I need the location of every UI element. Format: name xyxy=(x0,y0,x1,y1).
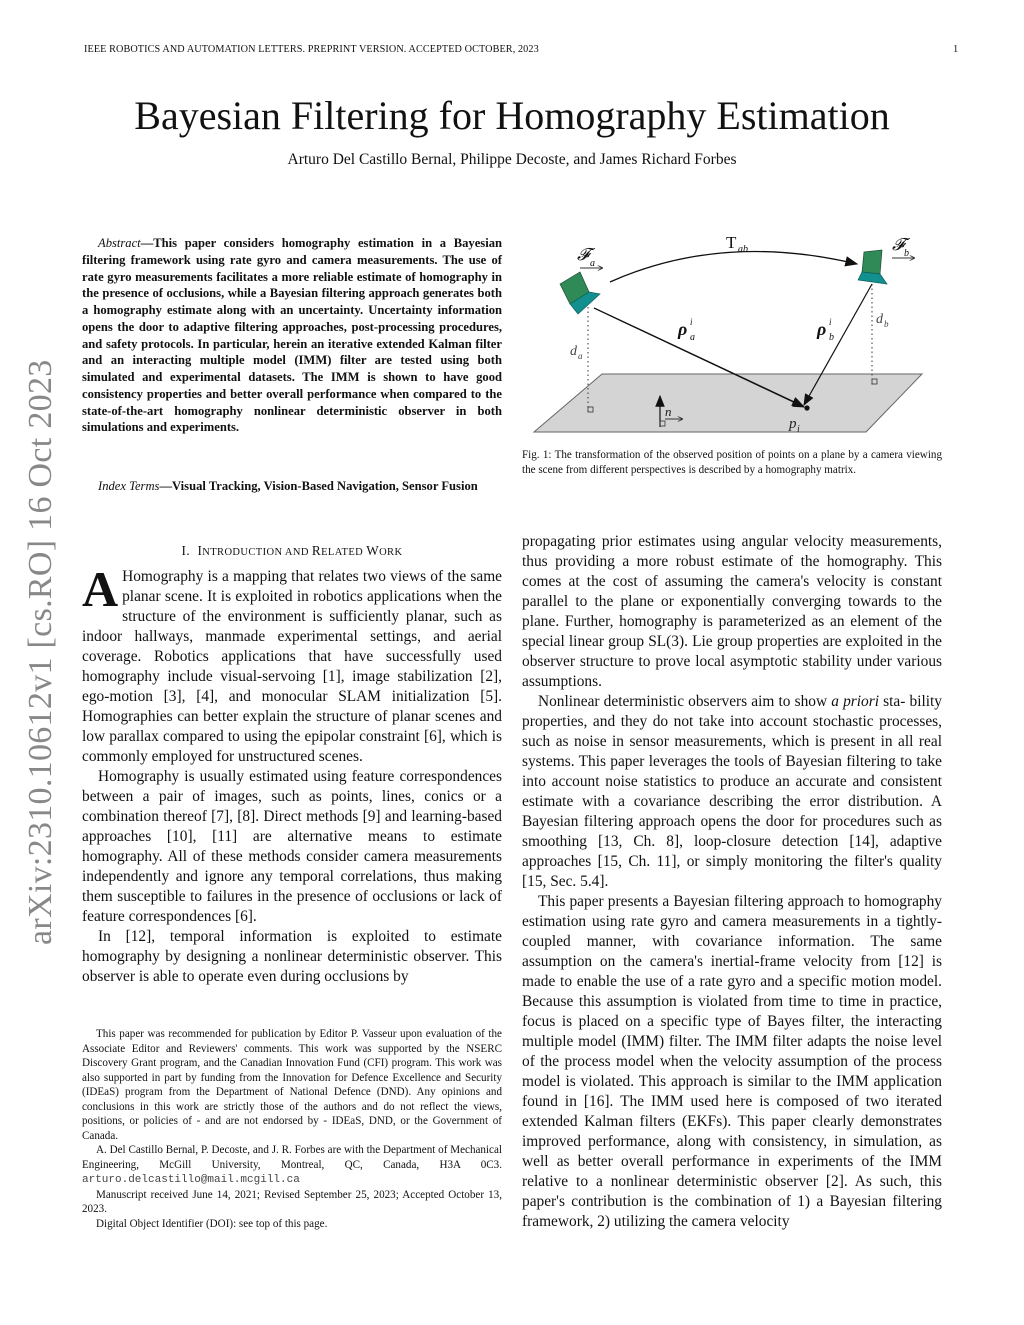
svg-text:d: d xyxy=(876,312,883,327)
abstract-label: Abstract xyxy=(98,236,141,250)
svg-text:ab: ab xyxy=(738,244,748,255)
svg-text:ρ: ρ xyxy=(678,319,688,339)
svg-text:b: b xyxy=(884,319,889,329)
paragraph: Nonlinear deterministic observers aim to show a priori sta- bility properties, and they do not take into account stochastic processes, such as noise in sensor measurements, which is present in all real systems. This paper leverages the tools of Bayesian filtering to take into account noise statistics to produce an accurate and consistent estimate with a covariance describing the error distribution. A Bayesian filtering approach opens the door for procedures such as smoothing [13, Ch. 8], loop-closure detection [14], adaptive approaches [15, Ch. 11], or simply monitoring the filter's quality [15, Sec. 5.4]. xyxy=(522,693,942,890)
drop-cap: A xyxy=(82,561,119,617)
index-terms xyxy=(82,478,502,495)
paragraph: Homography is usually estimated using feature correspondences between a pair of images, such as points, lines, conics or a combination thereof [7], [8]. Direct methods [9] and learning-based approaches [10], [11] are alternative means to estimate homography. All of these methods consider camera measurements independently and ignore any temporal correlations, thus making them susceptible to failures in the presence of occlusions or lack of feature correspondences [6]. xyxy=(82,768,502,925)
paragraph: A Homography is a mapping that relates two views of the same planar scene. It is exploited in robotics applications when the structure of the environment is sufficiently planar, such as indoor hallways, manmade experimental settings, and aerial coverage. Robotics applications that have successfully used homography include visual-servoing [1], image stabilization [2], ego-motion [3], [4], and monocular SLAM initialization [5]. Homographies can better explain the structure of planar scenes and low parallax compared to using the epipolar constraint [6], which is commonly employed for unstructured scenes. xyxy=(82,561,502,765)
footnote-doi: Digital Object Identifier (DOI): see top of this page. xyxy=(96,1217,328,1230)
camera-a-icon xyxy=(560,272,600,314)
section-heading-introduction: I. INTRODUCTION AND RELATED WORK xyxy=(181,543,403,558)
footnote-funding: This paper was recommended for publication by Editor P. Vasseur upon evaluation of the Associate Editor and Reviewers' comments. This work was supported by the NSERC Discovery Grant program, and the Canadian Innovation Fund (CFI) program. This work was also supported in part by funding from the Innovation for Defence Excellence and Security (IDEaS) program from the Department of National Defence (DND). Any opinions and conclusions in this work are strictly those of the authors and do not reflect the views, positions, or policies of - and are not endorsed by - IDEaS, DND, or the Government of Canada. xyxy=(82,1028,502,1142)
index-terms-label: Index Terms xyxy=(98,479,160,493)
svg-text:p: p xyxy=(789,416,797,432)
abstract xyxy=(82,235,502,436)
introduction-body xyxy=(82,561,502,987)
paragraph: propagating prior estimates using angular velocity measurements, thus providing a more robust estimate of the homography. This comes at the cost of assuming the camera's velocity is constant parallel to the plane or exponentially converging towards to the plane. Further, homography is parameterized as an element of the special linear group SL(3). Lie group properties are exploited in the observer structure to prove local asymptotic stability under various assumptions. xyxy=(522,533,942,690)
svg-text:T: T xyxy=(726,233,737,252)
paper-title: Bayesian Filtering for Homography Estimation xyxy=(134,93,890,138)
svg-text:d: d xyxy=(570,344,577,359)
figure-1-caption: Fig. 1: The transformation of the observed position of points on a plane by a camera viewing the scene from different perspectives is described by a homography matrix. xyxy=(522,449,942,476)
camera-b-icon xyxy=(858,250,887,284)
running-head: IEEE ROBOTICS AND AUTOMATION LETTERS. PREPRINT VERSION. ACCEPTED OCTOBER, 2023 xyxy=(84,44,539,55)
paragraph: This paper presents a Bayesian filtering approach to homography estimation using rate gyro and camera measurements in a tightly-coupled manner, with covariance information. The same assumption on the camera's inertial-frame velocity from [12] is made to enable the use of a rate gyro and a specific motion model. Because this assumption is violated from time to time in practice, focus is placed on a specific type of Bayes filter, the interacting multiple model (IMM) filter. The IMM filter adapts the noise level of the process model when the velocity assumption of the process model is violated. This approach is similar to the IMM application found in [16]. The IMM used here is composed of two iterated extended Kalman filters (EKFs). This paper clearly demonstrates improved performance, along with consistency, in simulation, as well as better overall performance in experiments of the IMM relative to a nonlinear deterministic observer [2]. As such, this paper's contribution is the combination of 1) a Bayesian filtering framework, 2) utilizing the camera velocity xyxy=(522,893,942,1230)
abstract-text: —This paper considers homography estimation in a Bayesian filtering framework using rate gyro and camera measurements. The use of rate gyro measurements facilitates a more reliable estimate of homography in the presence of occlusions, while a Bayesian filtering approach generates both a homography estimate along with an uncertainty. Uncertainty information opens the door to adaptive filtering approaches, post-processing procedures, and safety protocols. In particular, herein an iterative extended Kalman filter and an interacting multiple model (IMM) filter are tested using both simulated and experimental datasets. The IMM is shown to have good consistency properties and better overall performance when compared to the state-of-the-art homography nonlinear deterministic observer in both simulations and experiments. xyxy=(82,236,502,435)
index-terms-text: —Visual Tracking, Vision-Based Navigation, Sensor Fusion xyxy=(159,479,478,493)
svg-text:a: a xyxy=(690,332,695,343)
svg-text:a: a xyxy=(578,351,583,361)
paragraph: In [12], temporal information is exploited to estimate homography by designing a nonlinear deterministic observer. This observer is able to operate even during occlusions by xyxy=(82,928,502,985)
page-number: 1 xyxy=(953,44,959,55)
figure-1 xyxy=(522,222,952,444)
svg-text:i: i xyxy=(690,317,693,327)
footnotes xyxy=(82,1027,502,1231)
author-list: Arturo Del Castillo Bernal, Philippe Decoste, and James Richard Forbes xyxy=(287,151,737,168)
svg-text:b: b xyxy=(829,332,834,343)
svg-text:a: a xyxy=(590,258,595,269)
ground-plane xyxy=(534,374,922,432)
svg-text:i: i xyxy=(829,317,832,327)
svg-text:𝓕: 𝓕 xyxy=(892,235,905,254)
svg-text:b: b xyxy=(904,248,909,259)
author-email: arturo.delcastillo@mail.mcgill.ca xyxy=(82,1174,300,1186)
svg-text:i: i xyxy=(797,424,800,435)
svg-text:ρ: ρ xyxy=(817,319,827,339)
footnote-affiliation: A. Del Castillo Bernal, P. Decoste, and J. R. Forbes are with the Department of Mechanical Engineering, McGill University, Montreal, QC, Canada, H3A 0C3. arturo.delcastillo@mail.mcgill.ca xyxy=(82,1144,502,1186)
arxiv-stamp: arXiv:2310.10612v1 [cs.RO] 16 Oct 2023 xyxy=(22,359,59,945)
right-column-body xyxy=(522,532,942,1232)
footnote-manuscript: Manuscript received June 14, 2021; Revised September 25, 2023; Accepted October 13, 2023. xyxy=(82,1188,502,1215)
svg-text:𝓕: 𝓕 xyxy=(577,245,590,264)
svg-text:n: n xyxy=(665,404,672,419)
